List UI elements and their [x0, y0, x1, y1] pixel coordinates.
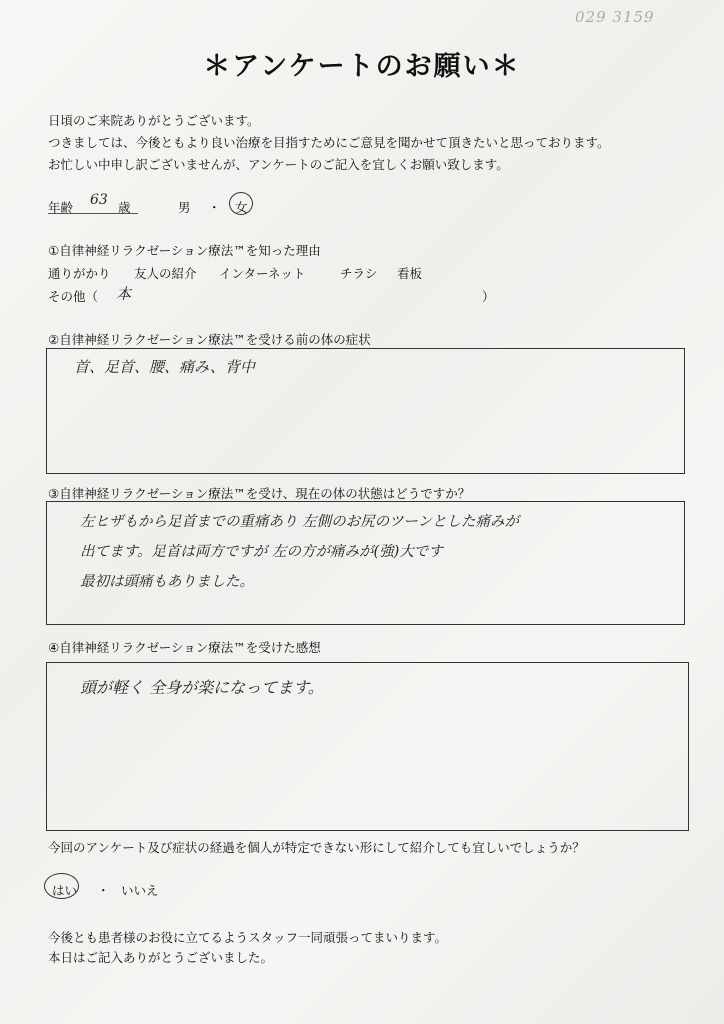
q1-option: インターネット [219, 266, 306, 281]
q1-title: ①自律神経リラクゼーション療法™を知った理由 [48, 243, 321, 258]
gender-female: 女 [235, 200, 248, 215]
q3-answer-line: 出てます。足首は両方ですが 左の方が痛みが(強)大です [80, 544, 443, 560]
q2-answer: 首、足首、腰、痛み、背中 [74, 358, 255, 376]
yes-selected-circle [44, 873, 79, 899]
age-underline [48, 213, 138, 214]
q4-answer: 頭が軽く 全身が楽になってます。 [80, 678, 324, 697]
q1-option: 通りがかり [48, 266, 111, 281]
q2-title: ②自律神経リラクゼーション療法™を受ける前の体の症状 [48, 332, 371, 347]
age-unit: 歳 [118, 200, 131, 215]
q3-answer-line: 左ヒザもから足首までの重痛あり 左側のお尻のツーンとした痛みが [80, 514, 520, 530]
q1-option: 友人の紹介 [134, 266, 197, 281]
page-title: ＊アンケートのお願い＊ [203, 51, 521, 82]
q3-answer-line: 最初は頭痛もありました。 [80, 574, 254, 590]
age-label: 年齢 [48, 200, 74, 215]
closing-line-1: 今後とも患者様のお役に立てるようスタッフ一同頑張ってまいります。 [48, 930, 448, 945]
q1-other-label: その他（ [48, 289, 99, 304]
intro-line-3: お忙しい中申し訳ございませんが、アンケートのご記入を宜しくお願い致します。 [48, 157, 509, 172]
gender-separator: ・ [208, 200, 221, 215]
gender-male: 男 [178, 200, 191, 215]
age-value: 63 [90, 192, 108, 208]
q1-option: チラシ [340, 266, 378, 281]
intro-line-2: つきましては、今後ともより良い治療を目指すためにご意見を聞かせて頂きたいと思っております。 [48, 135, 610, 150]
female-selected-circle [229, 192, 253, 215]
consent-separator: ・ [97, 883, 110, 898]
intro-line-1: 日頃のご来院ありがとうございます。 [48, 113, 260, 128]
consent-no: いいえ [121, 883, 159, 898]
q1-other-close: ） [482, 289, 495, 304]
q1-other-value: 本 [116, 285, 132, 303]
q3-title: ③自律神経リラクゼーション療法™を受け、現在の体の状態はどうですか？ [48, 486, 471, 501]
q1-option: 看板 [397, 266, 423, 281]
corner-handwritten-number: 029 3159 [575, 8, 655, 26]
consent-question: 今回のアンケート及び症状の経過を個人が特定できない形にして紹介しても宜しいでしょうか？ [48, 840, 585, 855]
consent-yes: はい [52, 883, 78, 898]
closing-line-2: 本日はご記入ありがとうございました。 [48, 950, 274, 965]
q4-title: ④自律神経リラクゼーション療法™を受けた感想 [48, 640, 321, 655]
